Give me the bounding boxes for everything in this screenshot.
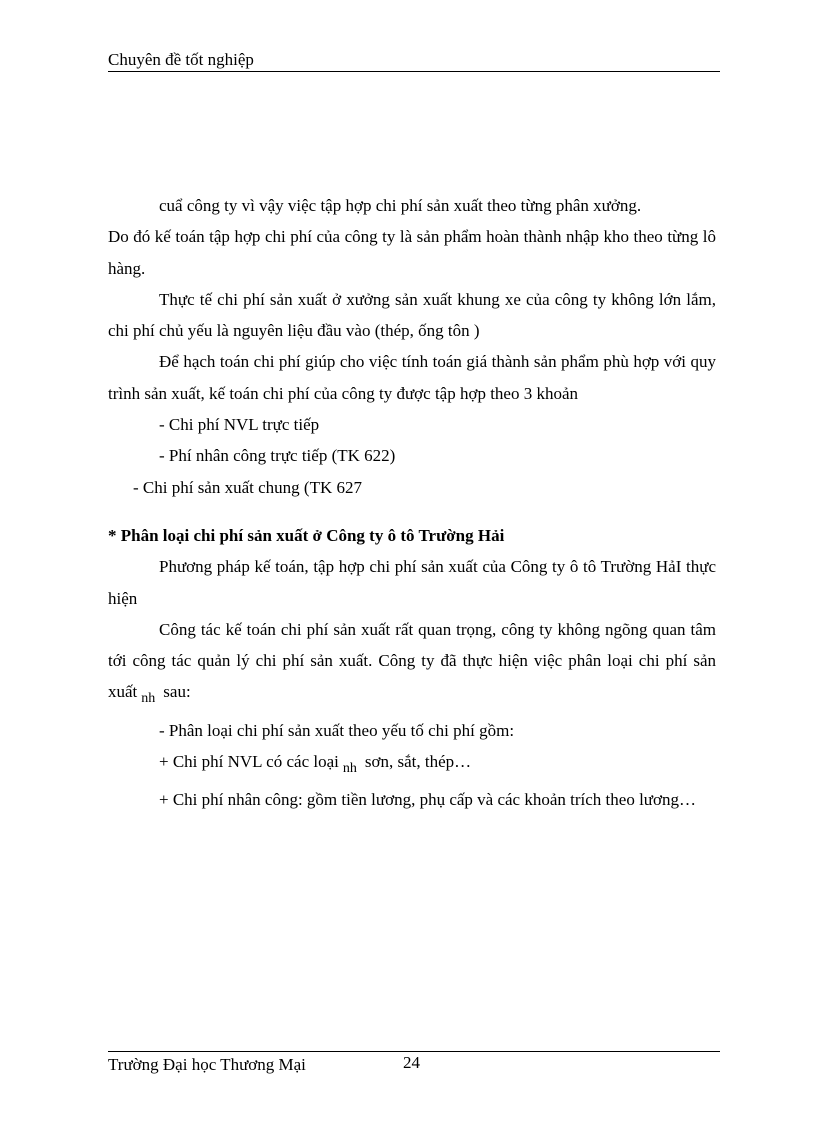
list-item-3: - Chi phí sản xuất chung (TK 627 (133, 477, 362, 497)
paragraph-5-text: Công tác kế toán chi phí sản xuất rất quan trọng, công ty không ngõng quan tâm tới công tác quản lý chi phí sản xuất. Công ty đã thực hiện việc phân loại chi phí sản xuất (108, 619, 716, 702)
list-item-1: - Chi phí NVL trực tiếp (159, 415, 320, 435)
paragraph-4: Phương pháp kế toán, tập hợp chi phí sản xuất của Công ty ô tô Trường HảI thực hiện (108, 557, 716, 608)
footer-divider (108, 1051, 720, 1052)
paragraph-3: Để hạch toán chi phí giúp cho việc tính toán giá thành sản phẩm phù hợp với quy trình sản xuất, kế toán chi phí của công ty được tập hợp theo 3 khoản (108, 352, 716, 403)
list-item-2: - Phí nhân công trực tiếp (TK 622) (159, 446, 396, 466)
paragraph-5 (108, 614, 716, 715)
nh-abbrev: nh (141, 691, 156, 707)
paragraph-7 (108, 746, 716, 784)
paragraph-2: Thực tế chi phí sản xuất ở xưởng sản xuất khung xe của công ty không lớn lắm, chi phí chủ yếu là nguyên liệu đầu vào (thép, ống tôn ) (108, 289, 716, 341)
page-number: 24 (403, 1053, 420, 1072)
paragraph-1: cuẩ công ty vì vậy việc tập hợp chi phí sản xuất theo từng phân xưởng. (159, 196, 642, 215)
paragraph-8: + Chi phí nhân công: gồm tiền lương, phụ cấp và các khoản trích theo lương… (159, 790, 696, 810)
footer-school: Trường Đại học Thương Mại (108, 1055, 306, 1074)
paragraph-7-end: sơn, sắt, thép… (364, 752, 472, 772)
paragraph-1b: Do đó kế toán tập hợp chi phí của công ty là sản phẩm hoàn thành nhập kho theo từng lô hàng. (108, 227, 716, 278)
section-heading: * Phân loại chi phí sản xuất ở Công ty ô tô Trường Hải (108, 525, 505, 545)
nh-abbrev-2: nh (342, 761, 357, 777)
paragraph-7-text: + Chi phí NVL có các loại (159, 752, 339, 772)
paragraph-5-end: sau: (163, 682, 191, 702)
paragraph-6: - Phân loại chi phí sản xuất theo yếu tố chi phí gồm: (159, 720, 515, 740)
document-body (108, 190, 716, 816)
header-divider (108, 71, 720, 72)
header-title: Chuyên đề tốt nghiệp (108, 50, 254, 69)
